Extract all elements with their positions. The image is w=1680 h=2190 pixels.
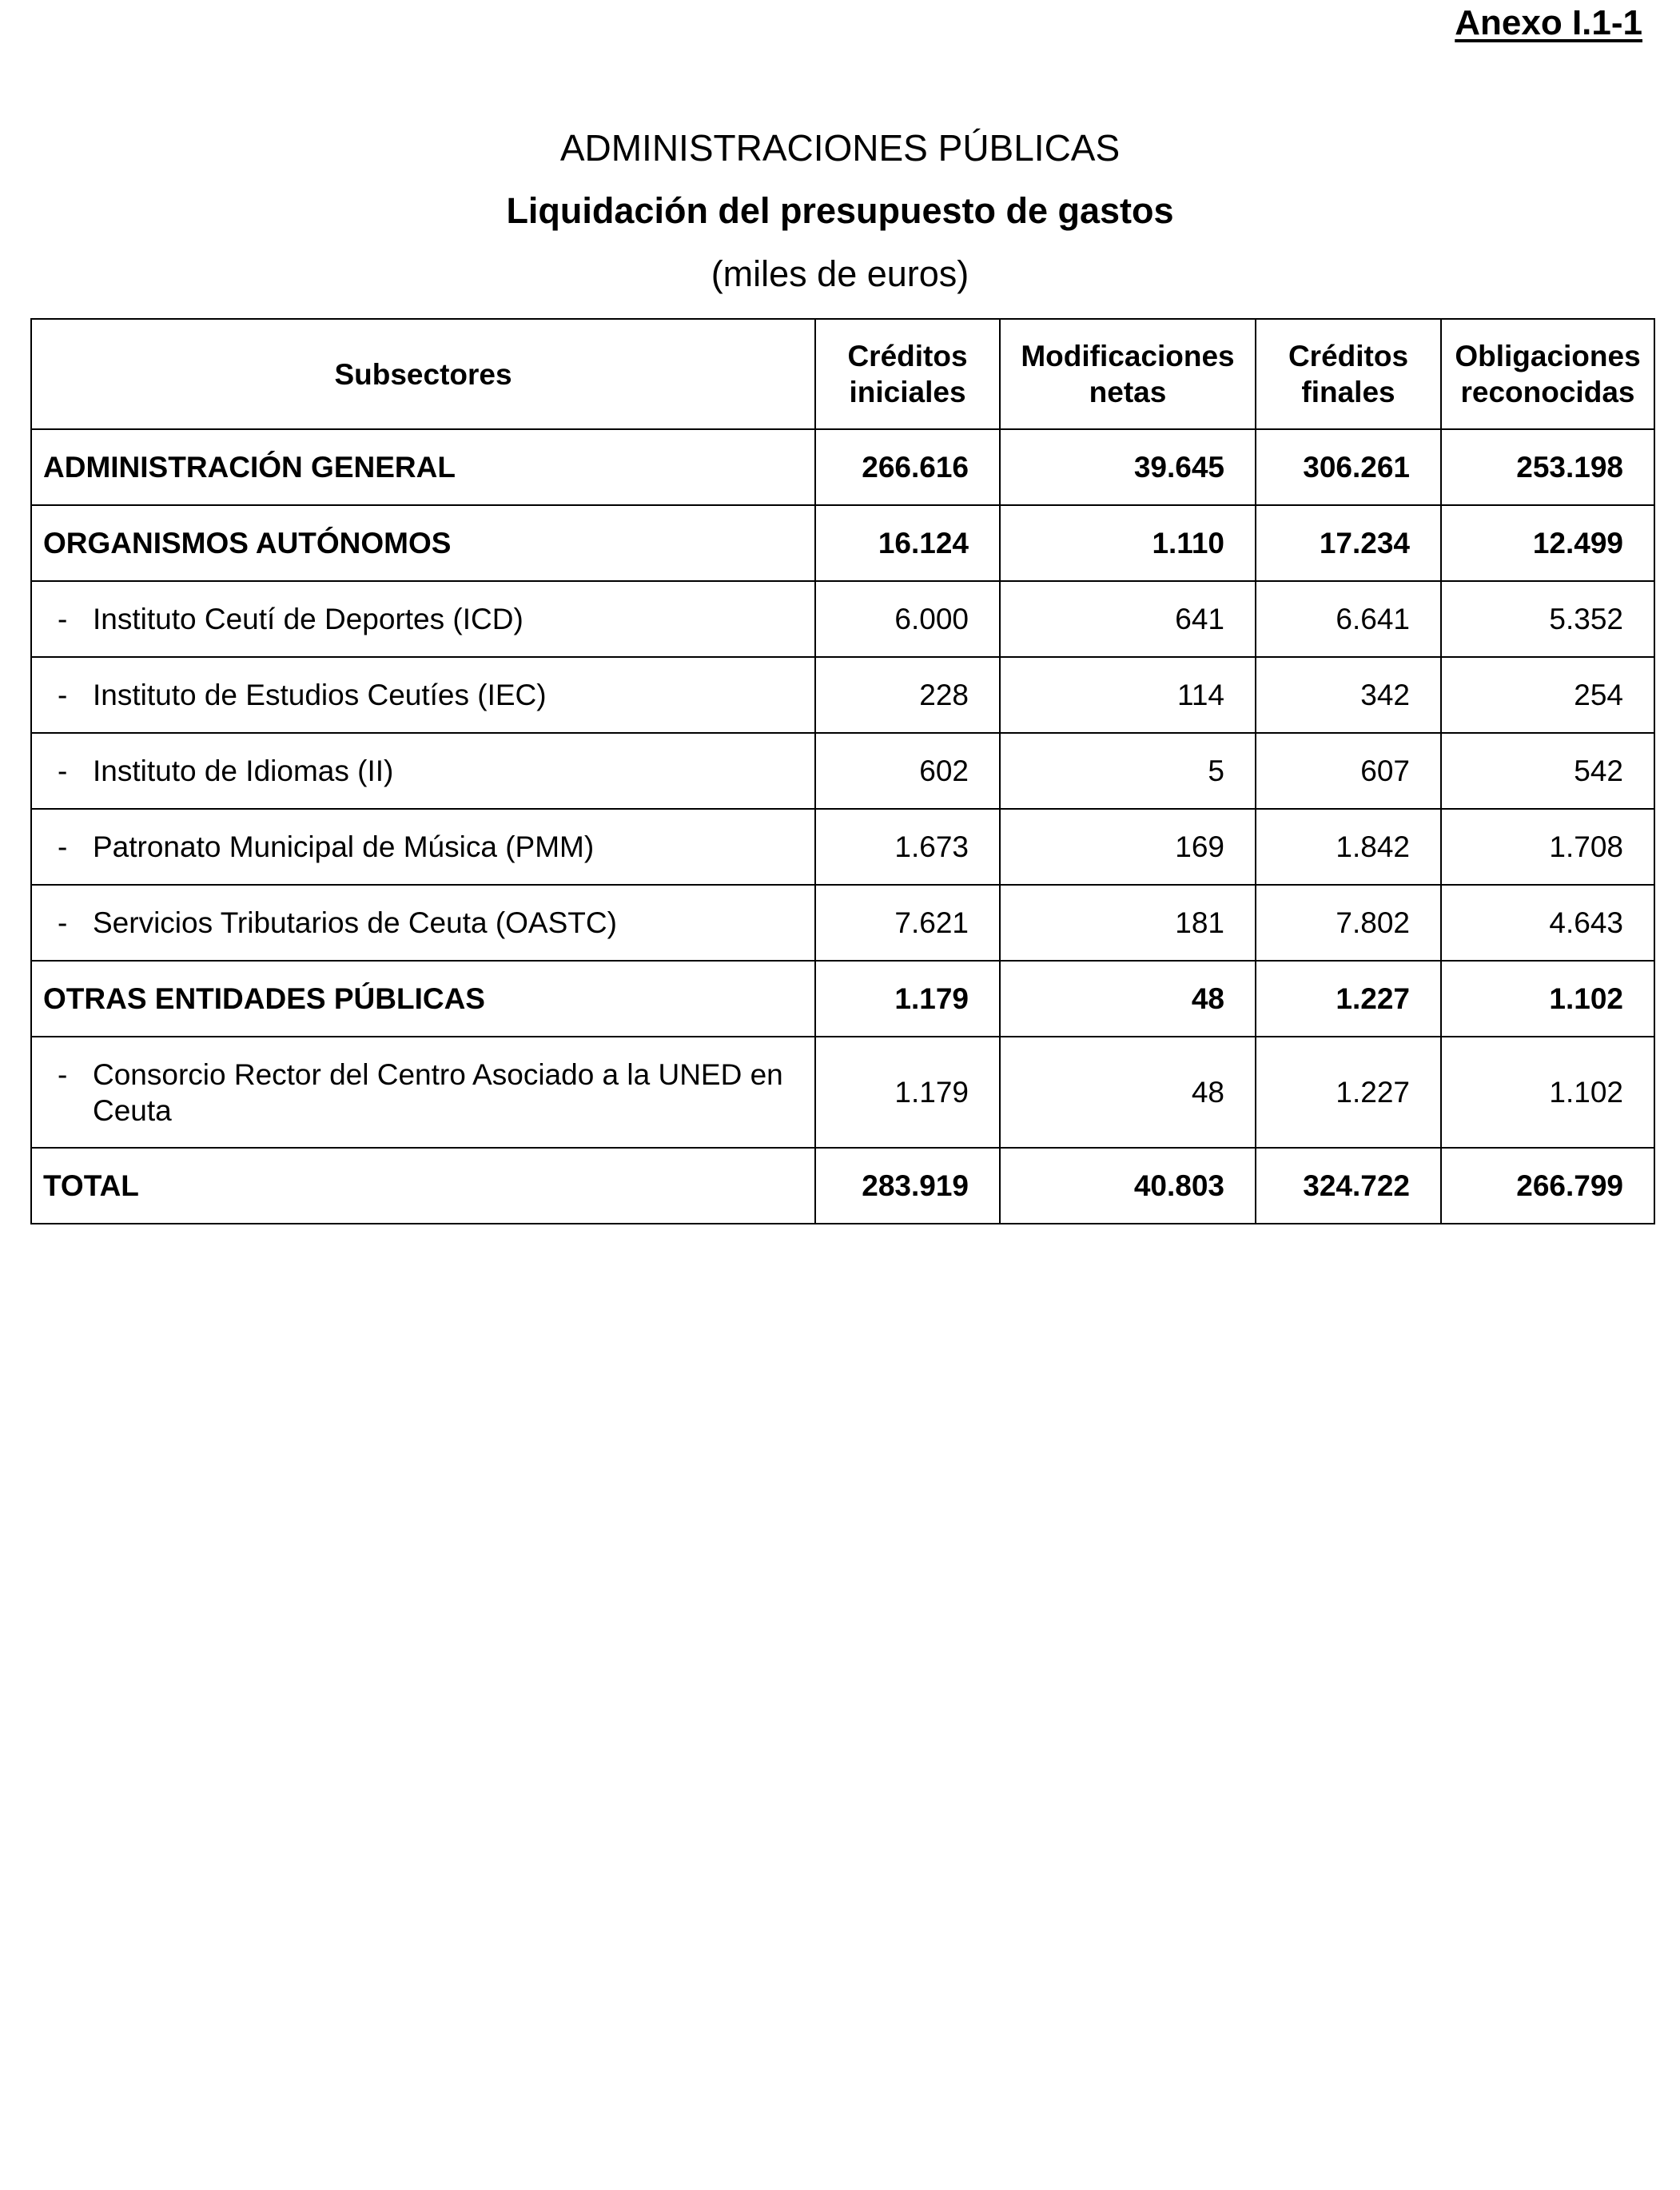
table-row (31, 1037, 1654, 1148)
row-label-text: Instituto Ceutí de Deportes (ICD) (93, 603, 524, 635)
row-label (31, 733, 815, 809)
total-label: TOTAL (31, 1148, 815, 1224)
cell-modificaciones-netas: 641 (1000, 581, 1256, 657)
cell-obligaciones-reconocidas: 4.643 (1441, 885, 1654, 961)
units-note: (miles de euros) (711, 253, 969, 294)
cell-creditos-iniciales: 16.124 (815, 505, 1000, 581)
row-label-text: Consorcio Rector del Centro Asociado a la UNED en Ceuta (93, 1057, 783, 1127)
table-row (31, 809, 1654, 885)
cell-creditos-finales: 1.842 (1256, 809, 1441, 885)
total-modificaciones-netas: 40.803 (1000, 1148, 1256, 1224)
cell-obligaciones-reconocidas: 1.708 (1441, 809, 1654, 885)
document-title: ADMINISTRACIONES PÚBLICAS (559, 127, 1121, 169)
total-creditos-finales: 324.722 (1256, 1148, 1441, 1224)
table-row (31, 429, 1654, 505)
cell-creditos-finales: 17.234 (1256, 505, 1441, 581)
header-modificaciones-netas: Modificaciones netas (1000, 319, 1256, 429)
cell-creditos-finales: 1.227 (1256, 961, 1441, 1037)
cell-creditos-finales: 7.802 (1256, 885, 1441, 961)
row-label-text: Instituto de Idiomas (II) (93, 755, 394, 787)
table-row (31, 657, 1654, 733)
cell-creditos-iniciales: 1.179 (815, 961, 1000, 1037)
row-label (31, 809, 815, 885)
cell-obligaciones-reconocidas: 5.352 (1441, 581, 1654, 657)
row-dash: - (58, 906, 68, 939)
table-row (31, 885, 1654, 961)
cell-obligaciones-reconocidas: 542 (1441, 733, 1654, 809)
cell-obligaciones-reconocidas: 253.198 (1441, 429, 1654, 505)
row-label: ORGANISMOS AUTÓNOMOS (31, 505, 815, 581)
cell-modificaciones-netas: 181 (1000, 885, 1256, 961)
cell-creditos-iniciales: 7.621 (815, 885, 1000, 961)
cell-modificaciones-netas: 169 (1000, 809, 1256, 885)
cell-modificaciones-netas: 5 (1000, 733, 1256, 809)
row-label (31, 885, 815, 961)
row-dash: - (58, 603, 68, 635)
cell-creditos-finales: 1.227 (1256, 1037, 1441, 1148)
header-obligaciones-reconocidas: Obligaciones reconocidas (1441, 319, 1654, 429)
cell-modificaciones-netas: 48 (1000, 1037, 1256, 1148)
cell-modificaciones-netas: 39.645 (1000, 429, 1256, 505)
table-row (31, 733, 1654, 809)
cell-creditos-finales: 306.261 (1256, 429, 1441, 505)
header-row (31, 319, 1654, 429)
cell-creditos-finales: 342 (1256, 657, 1441, 733)
cell-modificaciones-netas: 114 (1000, 657, 1256, 733)
cell-creditos-iniciales: 602 (815, 733, 1000, 809)
cell-obligaciones-reconocidas: 1.102 (1441, 961, 1654, 1037)
cell-obligaciones-reconocidas: 254 (1441, 657, 1654, 733)
row-label (31, 1037, 815, 1148)
row-dash: - (58, 1057, 68, 1091)
table-row (31, 505, 1654, 581)
row-dash: - (58, 679, 68, 711)
row-label (31, 581, 815, 657)
row-dash: - (58, 830, 68, 863)
row-label-text: Servicios Tributarios de Ceuta (OASTC) (93, 906, 617, 939)
cell-creditos-iniciales: 1.179 (815, 1037, 1000, 1148)
cell-creditos-finales: 6.641 (1256, 581, 1441, 657)
row-dash: - (58, 755, 68, 787)
table-row (31, 581, 1654, 657)
row-label (31, 657, 815, 733)
cell-obligaciones-reconocidas: 12.499 (1441, 505, 1654, 581)
total-obligaciones-reconocidas: 266.799 (1441, 1148, 1654, 1224)
cell-obligaciones-reconocidas: 1.102 (1441, 1037, 1654, 1148)
annex-label: Anexo I.1-1 (1455, 3, 1642, 42)
cell-creditos-iniciales: 1.673 (815, 809, 1000, 885)
row-label: OTRAS ENTIDADES PÚBLICAS (31, 961, 815, 1037)
cell-modificaciones-netas: 1.110 (1000, 505, 1256, 581)
cell-creditos-iniciales: 6.000 (815, 581, 1000, 657)
row-label: ADMINISTRACIÓN GENERAL (31, 429, 815, 505)
row-label-text: Patronato Municipal de Música (PMM) (93, 830, 595, 863)
row-label-text: Instituto de Estudios Ceutíes (IEC) (93, 679, 547, 711)
cell-creditos-finales: 607 (1256, 733, 1441, 809)
cell-creditos-iniciales: 266.616 (815, 429, 1000, 505)
header-creditos-iniciales: Créditos iniciales (815, 319, 1000, 429)
header-subsectores: Subsectores (31, 319, 815, 429)
document-subtitle: Liquidación del presupuesto de gastos (506, 190, 1174, 231)
budget-table (30, 318, 1655, 1224)
header-creditos-finales: Créditos finales (1256, 319, 1441, 429)
cell-modificaciones-netas: 48 (1000, 961, 1256, 1037)
total-creditos-iniciales: 283.919 (815, 1148, 1000, 1224)
cell-creditos-iniciales: 228 (815, 657, 1000, 733)
total-row (31, 1148, 1654, 1224)
table-row (31, 961, 1654, 1037)
